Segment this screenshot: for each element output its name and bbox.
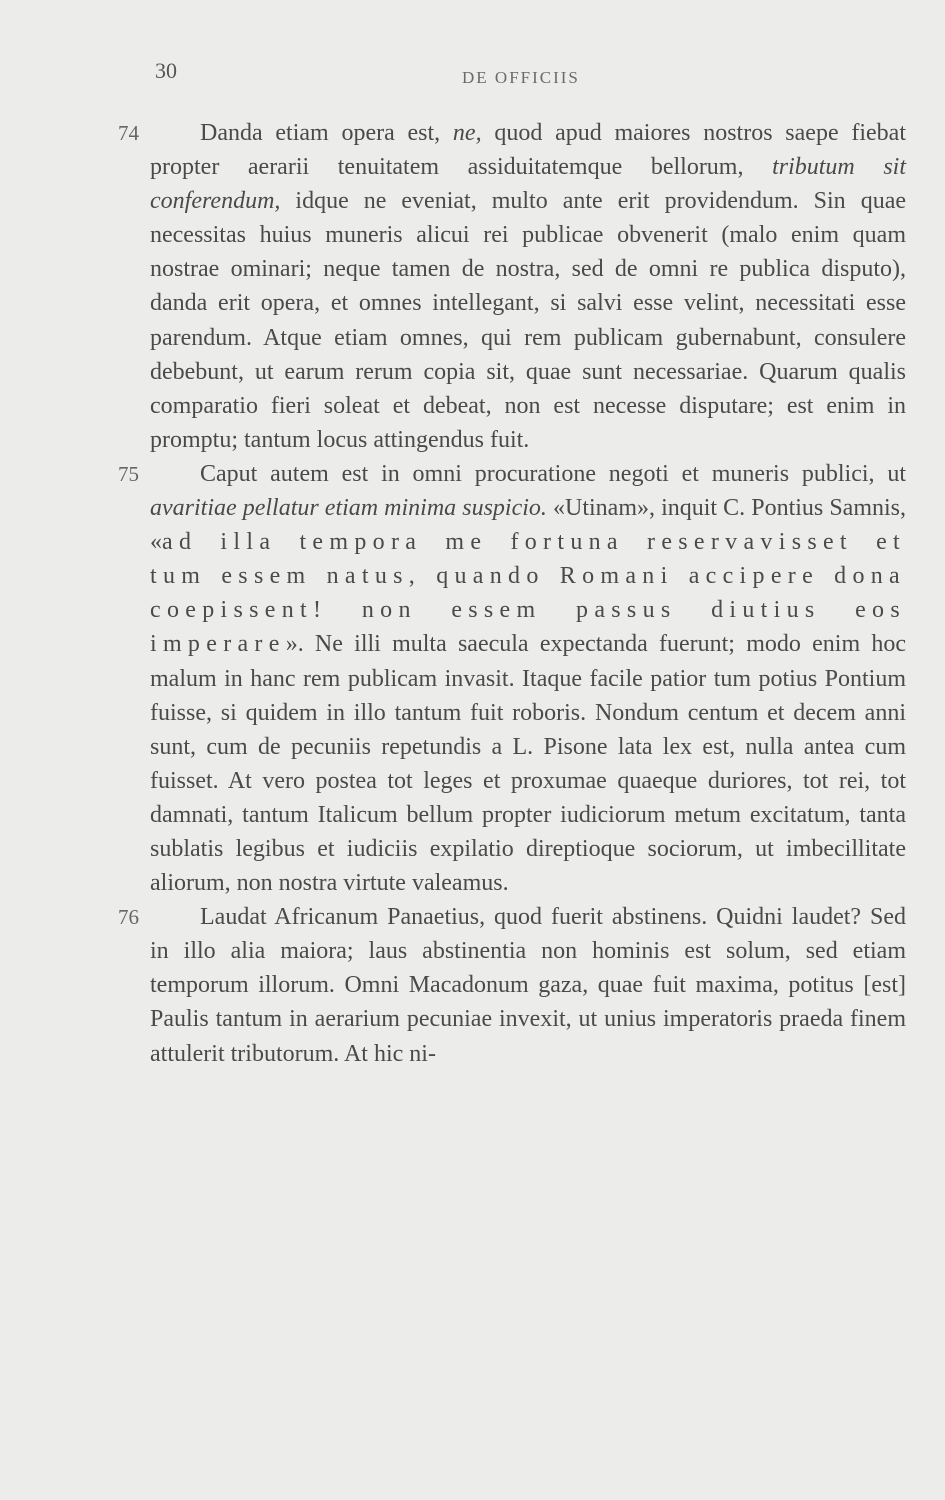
page-header — [0, 52, 945, 92]
paragraph-text — [150, 461, 906, 896]
text-run: Danda etiam opera est, — [200, 120, 453, 146]
body-text — [118, 116, 907, 1071]
text-run: ». Ne illi multa saecula expectanda fuerunt; modo enim hoc malum in hanc rem publicam invasit. Itaque facile patior tum potius Pontium fuisse, si quidem in illo tantum fuit roboris. Nondum centum et decem anni sunt, cum de pecuniis repetundis a L. Pisone lata lex est, nulla antea cum fuisset. At vero postea tot leges et proxumae quaeque duriores, tot rei, tot damnati, tantum Italicum bellum propter iudiciorum metum excitatum, tanta sublatis legibus et iudiciis expilatio direptioque sociorum, ut imbecillitate aliorum, non nostra virtute valeamus. — [150, 631, 906, 897]
paragraph-text — [150, 120, 906, 453]
page-number: 30 — [155, 58, 177, 83]
paragraph-75 — [118, 457, 907, 900]
paragraph-text — [150, 904, 906, 1066]
paragraph-number: 76 — [118, 905, 139, 930]
text-run: Laudat Africanum Panaetius, quod fuerit abstinens. Quidni laudet? Sed in illo alia maiora; laus abstinentia non hominis est solum, sed etiam temporum illorum. Omni Macadonum gaza, quae fuit maxima, potitus [est] Paulis tantum in aerarium pecuniae invexit, ut unius imperatoris praeda finem attulerit tributorum. At hic ni- — [150, 904, 906, 1067]
paragraph-number: 75 — [118, 461, 139, 486]
text-run: quod apud maiores nostros saepe fiebat propter aerarii tenuitatem assiduitatemque bellorum, — [150, 120, 906, 181]
italic-run: ne, — [452, 120, 482, 146]
paragraph-number: 74 — [118, 121, 139, 145]
running-title: DE OFFICIIS — [462, 68, 580, 87]
text-run: «Utinam», inquit C. Pontius Samnis, « — [150, 495, 907, 556]
paragraph-76 — [118, 900, 906, 1070]
paragraph-74 — [118, 116, 906, 457]
italic-run: avaritiae pellatur etiam minima suspicio. — [150, 495, 547, 522]
text-run: Caput autem est in omni procuratione negoti et muneris publici, ut — [200, 460, 906, 487]
italic-run: tributum sit conferendum, — [150, 154, 906, 215]
letterspaced-quotation: ad illa tempora me fortuna reservavisset et tum essem natus, quando Romani accipere dona coepissent! non essem passus diutius eos imperare — [150, 529, 906, 658]
text-run: idque ne eveniat, multo ante erit providendum. Sin quae necessitas huius muneris alicui rei publicae obvenerit (malo enim quam nostrae ominari; neque tamen de nostra, sed de omni re publica disputo), danda erit opera, et omnes intellegant, si salvi esse velint, necessitati esse parendum. Atque etiam omnes, qui rem publicam gubernabunt, consulere debebunt, ut earum rerum copia sit, quae sunt necessariae. Quarum qualis comparatio fieri soleat et debeat, non est necesse disputare; est enim in promptu; tantum locus attingendus fuit. — [150, 188, 906, 453]
